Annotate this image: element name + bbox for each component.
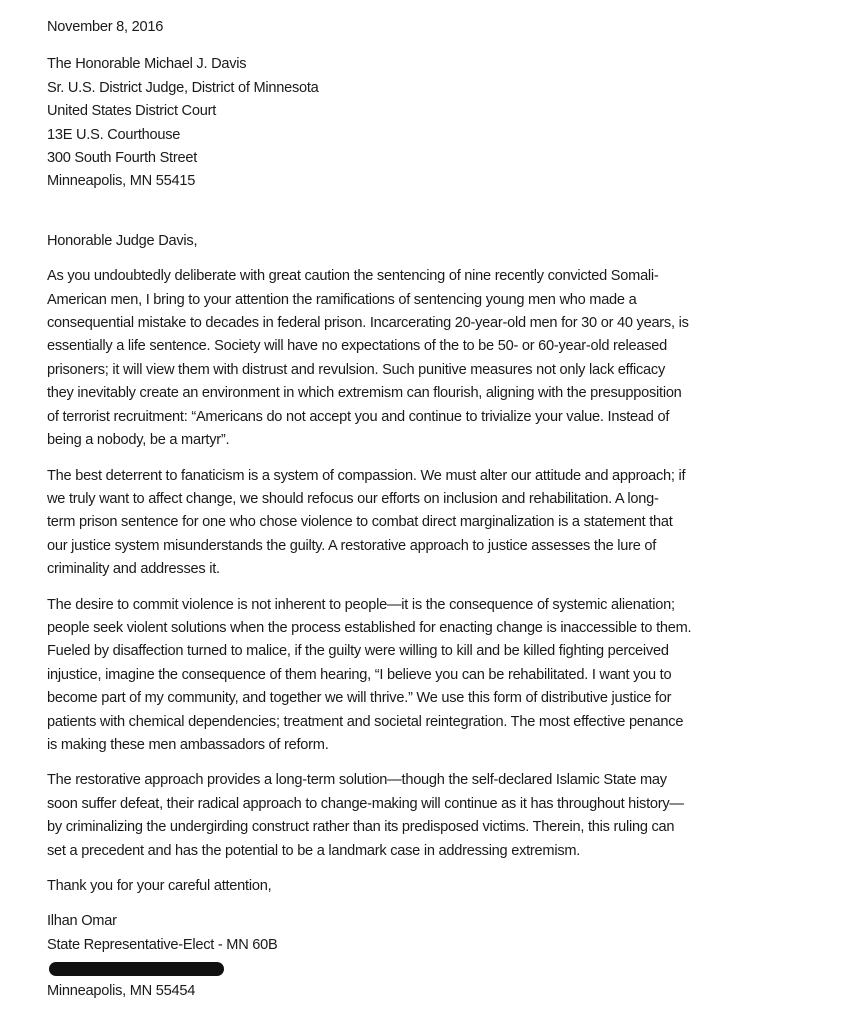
paragraph-line: by criminalizing the undergirding construct rather than its predisposed victims. Therein, this ruling can <box>47 819 675 836</box>
recipient-line: Sr. U.S. District Judge, District of Minnesota <box>47 79 319 96</box>
paragraph-line: we truly want to affect change, we should refocus our efforts on inclusion and rehabilitation. A long- <box>47 490 659 507</box>
signer-title: State Representative-Elect - MN 60B <box>47 936 278 953</box>
paragraph-line: The best deterrent to fanaticism is a system of compassion. We must alter our attitude and approach; if <box>47 467 686 484</box>
paragraph-line: set a precedent and has the potential to be a landmark case in addressing extremism. <box>47 842 581 859</box>
body-paragraph <box>47 594 846 758</box>
salutation: Honorable Judge Davis, <box>47 232 198 249</box>
paragraph-line: being a nobody, be a martyr”. <box>47 432 230 449</box>
paragraph-line: consequential mistake to decades in federal prison. Incarcerating 20-year-old men for 30 or 40 years, is <box>47 315 689 332</box>
paragraph-line: is making these men ambassadors of reform. <box>47 736 329 753</box>
recipient-line: Minneapolis, MN 55415 <box>47 173 196 190</box>
signer-name: Ilhan Omar <box>47 913 117 930</box>
paragraph-line: become part of my community, and together we will thrive.” We use this form of distributive justice for <box>47 690 672 707</box>
paragraph-line: American men, I bring to your attention the ramifications of sentencing young men who made a <box>47 291 637 308</box>
paragraph-line: The desire to commit violence is not inherent to people—it is the consequence of systemic alienation; <box>47 596 675 613</box>
letter-date: November 8, 2016 <box>47 19 164 35</box>
paragraph-line: soon suffer defeat, their radical approach to change-making will continue as it has throughout history— <box>47 795 684 812</box>
paragraph-line: they inevitably create an environment in which extremism can flourish, aligning with the presupposition <box>47 385 682 402</box>
paragraph-line: people seek violent solutions when the process established for enacting change is inaccessible to them. <box>47 619 692 636</box>
paragraph-line: of terrorist recruitment: “Americans do not accept you and continue to trivialize your value. Instead of <box>47 408 670 425</box>
paragraph-line: patients with chemical dependencies; treatment and societal reintegration. The most effective penance <box>47 713 684 730</box>
paragraph-line: As you undoubtedly deliberate with great caution the sentencing of nine recently convicted Somali- <box>47 268 659 285</box>
body-paragraph <box>47 769 846 863</box>
paragraph-line: injustice, imagine the consequence of them hearing, “I believe you can be rehabilitated. I want you to <box>47 666 672 683</box>
signer-city: Minneapolis, MN 55454 <box>47 983 196 1000</box>
recipient-line: 300 South Fourth Street <box>47 150 198 167</box>
paragraph-line: term prison sentence for one who chose violence to combat direct marginalization is a statement that <box>47 514 673 531</box>
signature-block <box>47 910 846 1003</box>
recipient-address <box>47 53 846 193</box>
letter <box>47 16 846 1004</box>
paragraph-line: essentially a life sentence. Society will have no expectations of the to be 50- or 60-year-old released <box>47 338 667 355</box>
paragraph-line: prisoners; it will view them with distrust and revulsion. Such punitive measures not only lack efficacy <box>47 361 666 378</box>
body-paragraph <box>47 265 846 452</box>
body-paragraph <box>47 465 846 582</box>
paragraph-line: Fueled by disaffection turned to malice, if the guilty were willing to kill and be killed fighting perceived <box>47 643 669 660</box>
recipient-line: United States District Court <box>47 103 216 120</box>
redacted-address <box>49 962 224 976</box>
recipient-line: 13E U.S. Courthouse <box>47 126 181 143</box>
paragraph-line: The restorative approach provides a long-term solution—though the self-declared Islamic State may <box>47 772 667 789</box>
recipient-line: The Honorable Michael J. Davis <box>47 56 247 73</box>
letter-body <box>47 265 846 863</box>
closing: Thank you for your careful attention, <box>47 878 272 894</box>
paragraph-line: our justice system misunderstands the guilty. A restorative approach to justice assesses the lure of <box>47 537 657 554</box>
paragraph-line: criminality and addresses it. <box>47 561 220 578</box>
